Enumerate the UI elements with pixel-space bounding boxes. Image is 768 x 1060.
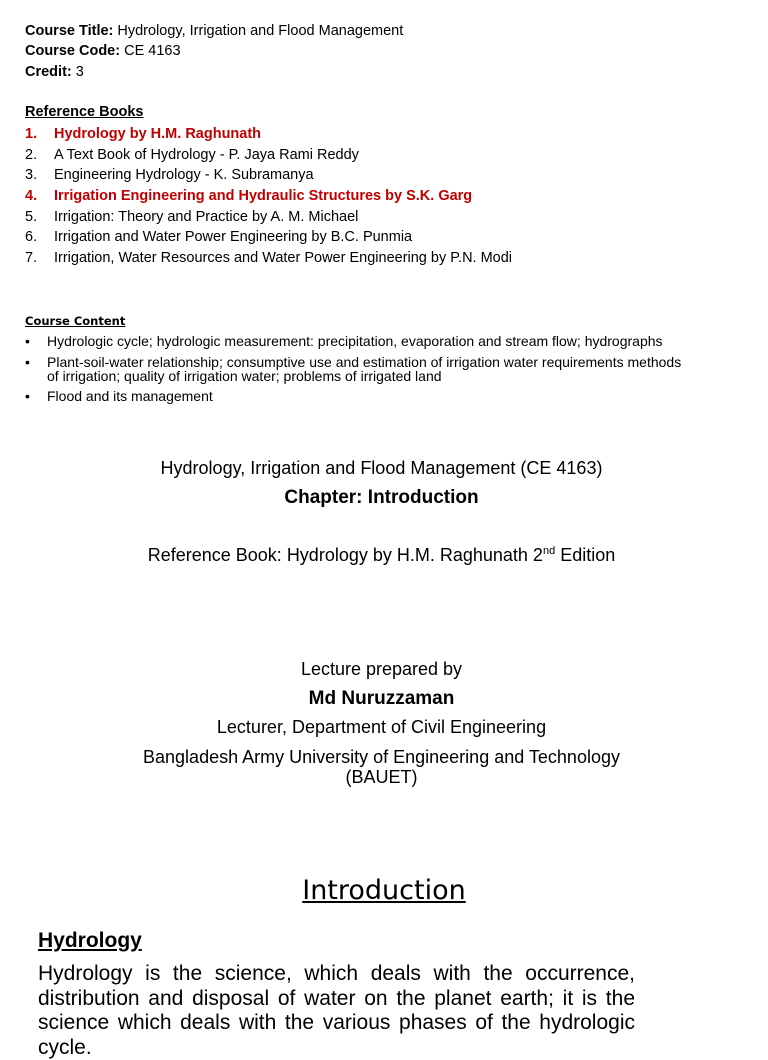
university-name — [0, 747, 763, 787]
university-abbreviation: (BAUET) — [345, 767, 418, 787]
course-credit-value: 3 — [71, 64, 84, 80]
chapter-title: Chapter: Introduction — [284, 487, 479, 508]
reference-number: 6. — [25, 229, 38, 246]
reference-text: A Text Book of Hydrology - P. Jaya Rami Reddy — [54, 146, 359, 163]
reference-text: Irrigation Engineering and Hydraulic Structures by S.K. Garg — [54, 188, 473, 205]
course-content-list — [25, 334, 687, 410]
prepared-by-label: Lecture prepared by — [300, 659, 463, 679]
reference-book-prefix: Reference Book: Hydrology by H.M. Raghunath 2 — [147, 545, 543, 565]
university-line: Bangladesh Army University of Engineering and Technology — [143, 747, 620, 767]
reference-books-list — [25, 124, 512, 269]
reference-text: Hydrology by H.M. Raghunath — [54, 126, 262, 142]
course-title-line — [25, 21, 403, 41]
reference-item — [25, 165, 512, 186]
course-content-item: • Plant-soil-water relationship; consumptive use and estimation of irrigation water requirements methods of irrigation; quality of irrigation water; problems of irrigated land — [25, 355, 687, 389]
course-content-heading: Course Content — [25, 314, 126, 328]
reference-book-superscript: nd — [542, 545, 556, 557]
reference-book-suffix: Edition — [555, 545, 616, 565]
course-content-item: • Hydrologic cycle; hydrologic measurement: precipitation, evaporation and stream flow; hydrographs — [25, 334, 687, 355]
course-credit-line — [25, 62, 84, 82]
reference-item — [25, 227, 512, 248]
reference-number: 4. — [25, 188, 38, 205]
reference-item — [25, 124, 512, 145]
course-code-value: CE 4163 — [120, 43, 181, 59]
reference-text: Engineering Hydrology - K. Subramanya — [54, 167, 314, 184]
reference-item — [25, 186, 512, 207]
reference-text: Irrigation, Water Resources and Water Power Engineering by P.N. Modi — [54, 250, 513, 267]
introduction-title: Introduction — [302, 875, 466, 906]
author-position: Lecturer, Department of Civil Engineering — [216, 717, 547, 737]
course-content-item: • Flood and its management — [25, 389, 687, 410]
reference-books-heading: Reference Books — [25, 104, 144, 120]
course-credit-label: Credit: — [25, 64, 72, 80]
reference-number: 2. — [25, 146, 38, 163]
reference-number: 7. — [25, 250, 38, 267]
reference-number: 3. — [25, 167, 38, 184]
reference-number: 5. — [25, 208, 38, 225]
reference-item — [25, 248, 512, 269]
reference-text: Irrigation and Water Power Engineering by B.C. Punmia — [54, 229, 413, 246]
reference-item — [25, 207, 512, 228]
hydrology-definition: Hydrology is the science, which deals with the occurrence, distribution and disposal of water on the planet earth; it is the science which deals with the various phases of the hydrologic cycle. — [38, 962, 635, 1059]
course-title-label: Course Title: — [25, 23, 114, 39]
course-code-label: Course Code: — [25, 43, 121, 59]
course-code-line — [25, 41, 181, 61]
reference-item — [25, 145, 512, 166]
slide-title: Hydrology, Irrigation and Flood Management (CE 4163) — [160, 458, 603, 478]
hydrology-heading: Hydrology — [38, 929, 142, 952]
author-name: Md Nuruzzaman — [308, 688, 455, 709]
reference-number: 1. — [25, 126, 38, 142]
course-title-value: Hydrology, Irrigation and Flood Management — [113, 23, 404, 39]
reference-text: Irrigation: Theory and Practice by A. M. Michael — [54, 208, 359, 225]
reference-book-line — [0, 545, 763, 566]
